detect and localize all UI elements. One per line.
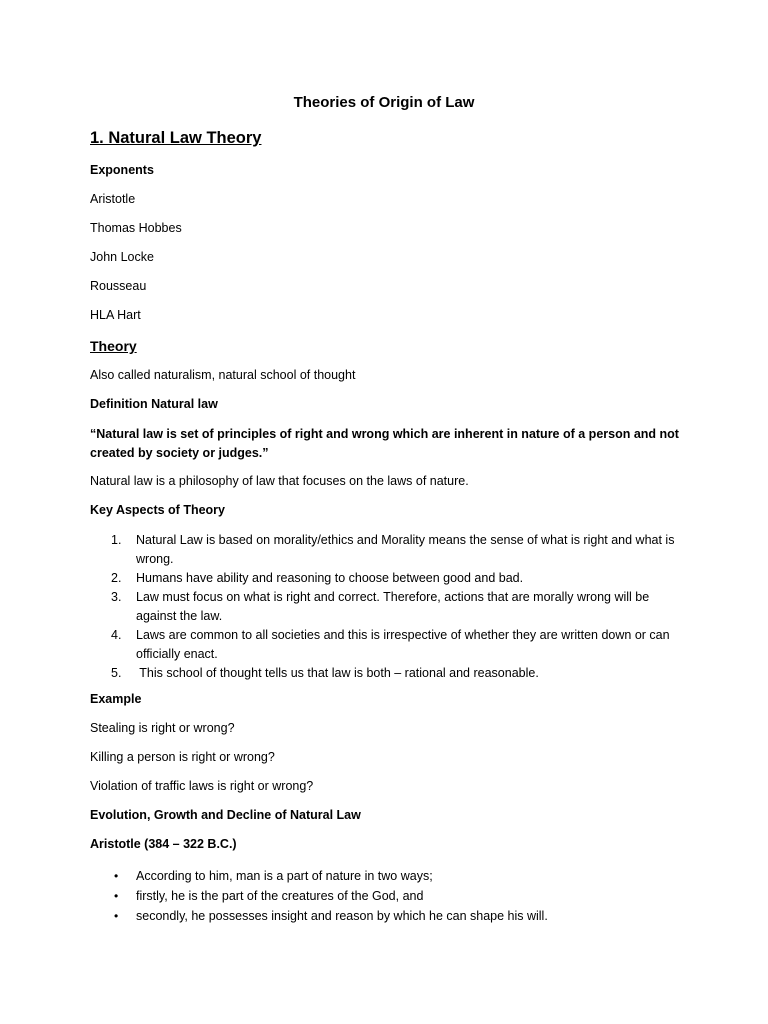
aristotle-heading: Aristotle (384 – 322 B.C.) [90,837,237,851]
list-item-text: Humans have ability and reasoning to choose between good and bad. [136,571,524,585]
list-item [90,664,690,683]
key-aspects-list [90,531,690,683]
bullet-item [90,906,690,926]
list-item [90,626,690,664]
list-item [90,531,690,569]
evolution-heading: Evolution, Growth and Decline of Natural Law [90,808,361,822]
bullet-text: According to him, man is a part of nature in two ways; [136,869,433,883]
aristotle-bullet-list [90,866,690,926]
exponent-item: HLA Hart [90,308,141,322]
example-item: Violation of traffic laws is right or wrong? [90,779,314,793]
list-number: 1. [111,533,122,547]
bullet-icon: • [114,889,119,903]
philosophy-text: Natural law is a philosophy of law that focuses on the laws of nature. [90,474,469,488]
section-heading-natural-law: 1. Natural Law Theory [90,129,262,147]
example-item: Stealing is right or wrong? [90,721,235,735]
list-item [90,569,690,588]
document-title: Theories of Origin of Law [293,94,475,111]
bullet-icon: • [114,869,119,883]
bullet-text: secondly, he possesses insight and reason by which he can shape his will. [136,909,548,923]
list-number: 5. [111,666,122,680]
list-item-text: This school of thought tells us that law is both – rational and reasonable. [136,666,539,680]
bullet-item [90,866,690,886]
exponent-item: Thomas Hobbes [90,221,182,235]
bullet-text: firstly, he is the part of the creatures of the God, and [136,889,424,903]
also-called-text: Also called naturalism, natural school of thought [90,368,356,382]
exponent-item: Rousseau [90,279,147,293]
list-number: 3. [111,590,122,604]
bullet-item [90,886,690,906]
list-number: 4. [111,628,122,642]
list-item-text: Natural Law is based on morality/ethics and Morality means the sense of what is right and what is wrong. [136,533,675,566]
key-aspects-heading: Key Aspects of Theory [90,503,225,517]
exponents-heading: Exponents [90,163,154,177]
list-item-text: Law must focus on what is right and correct. Therefore, actions that are morally wrong will be against the law. [136,590,650,623]
example-heading: Example [90,692,142,706]
list-number: 2. [111,571,122,585]
list-item-text: Laws are common to all societies and this is irrespective of whether they are written down or can officially enact. [136,628,670,661]
definition-heading: Definition Natural law [90,397,218,411]
list-item [90,588,690,626]
example-item: Killing a person is right or wrong? [90,750,275,764]
exponent-item: Aristotle [90,192,136,206]
exponent-item: John Locke [90,250,154,264]
bullet-icon: • [114,909,119,923]
definition-quote: “Natural law is set of principles of right and wrong which are inherent in nature of a person and not created by society or judges.” [90,427,679,460]
theory-heading: Theory [90,338,137,354]
